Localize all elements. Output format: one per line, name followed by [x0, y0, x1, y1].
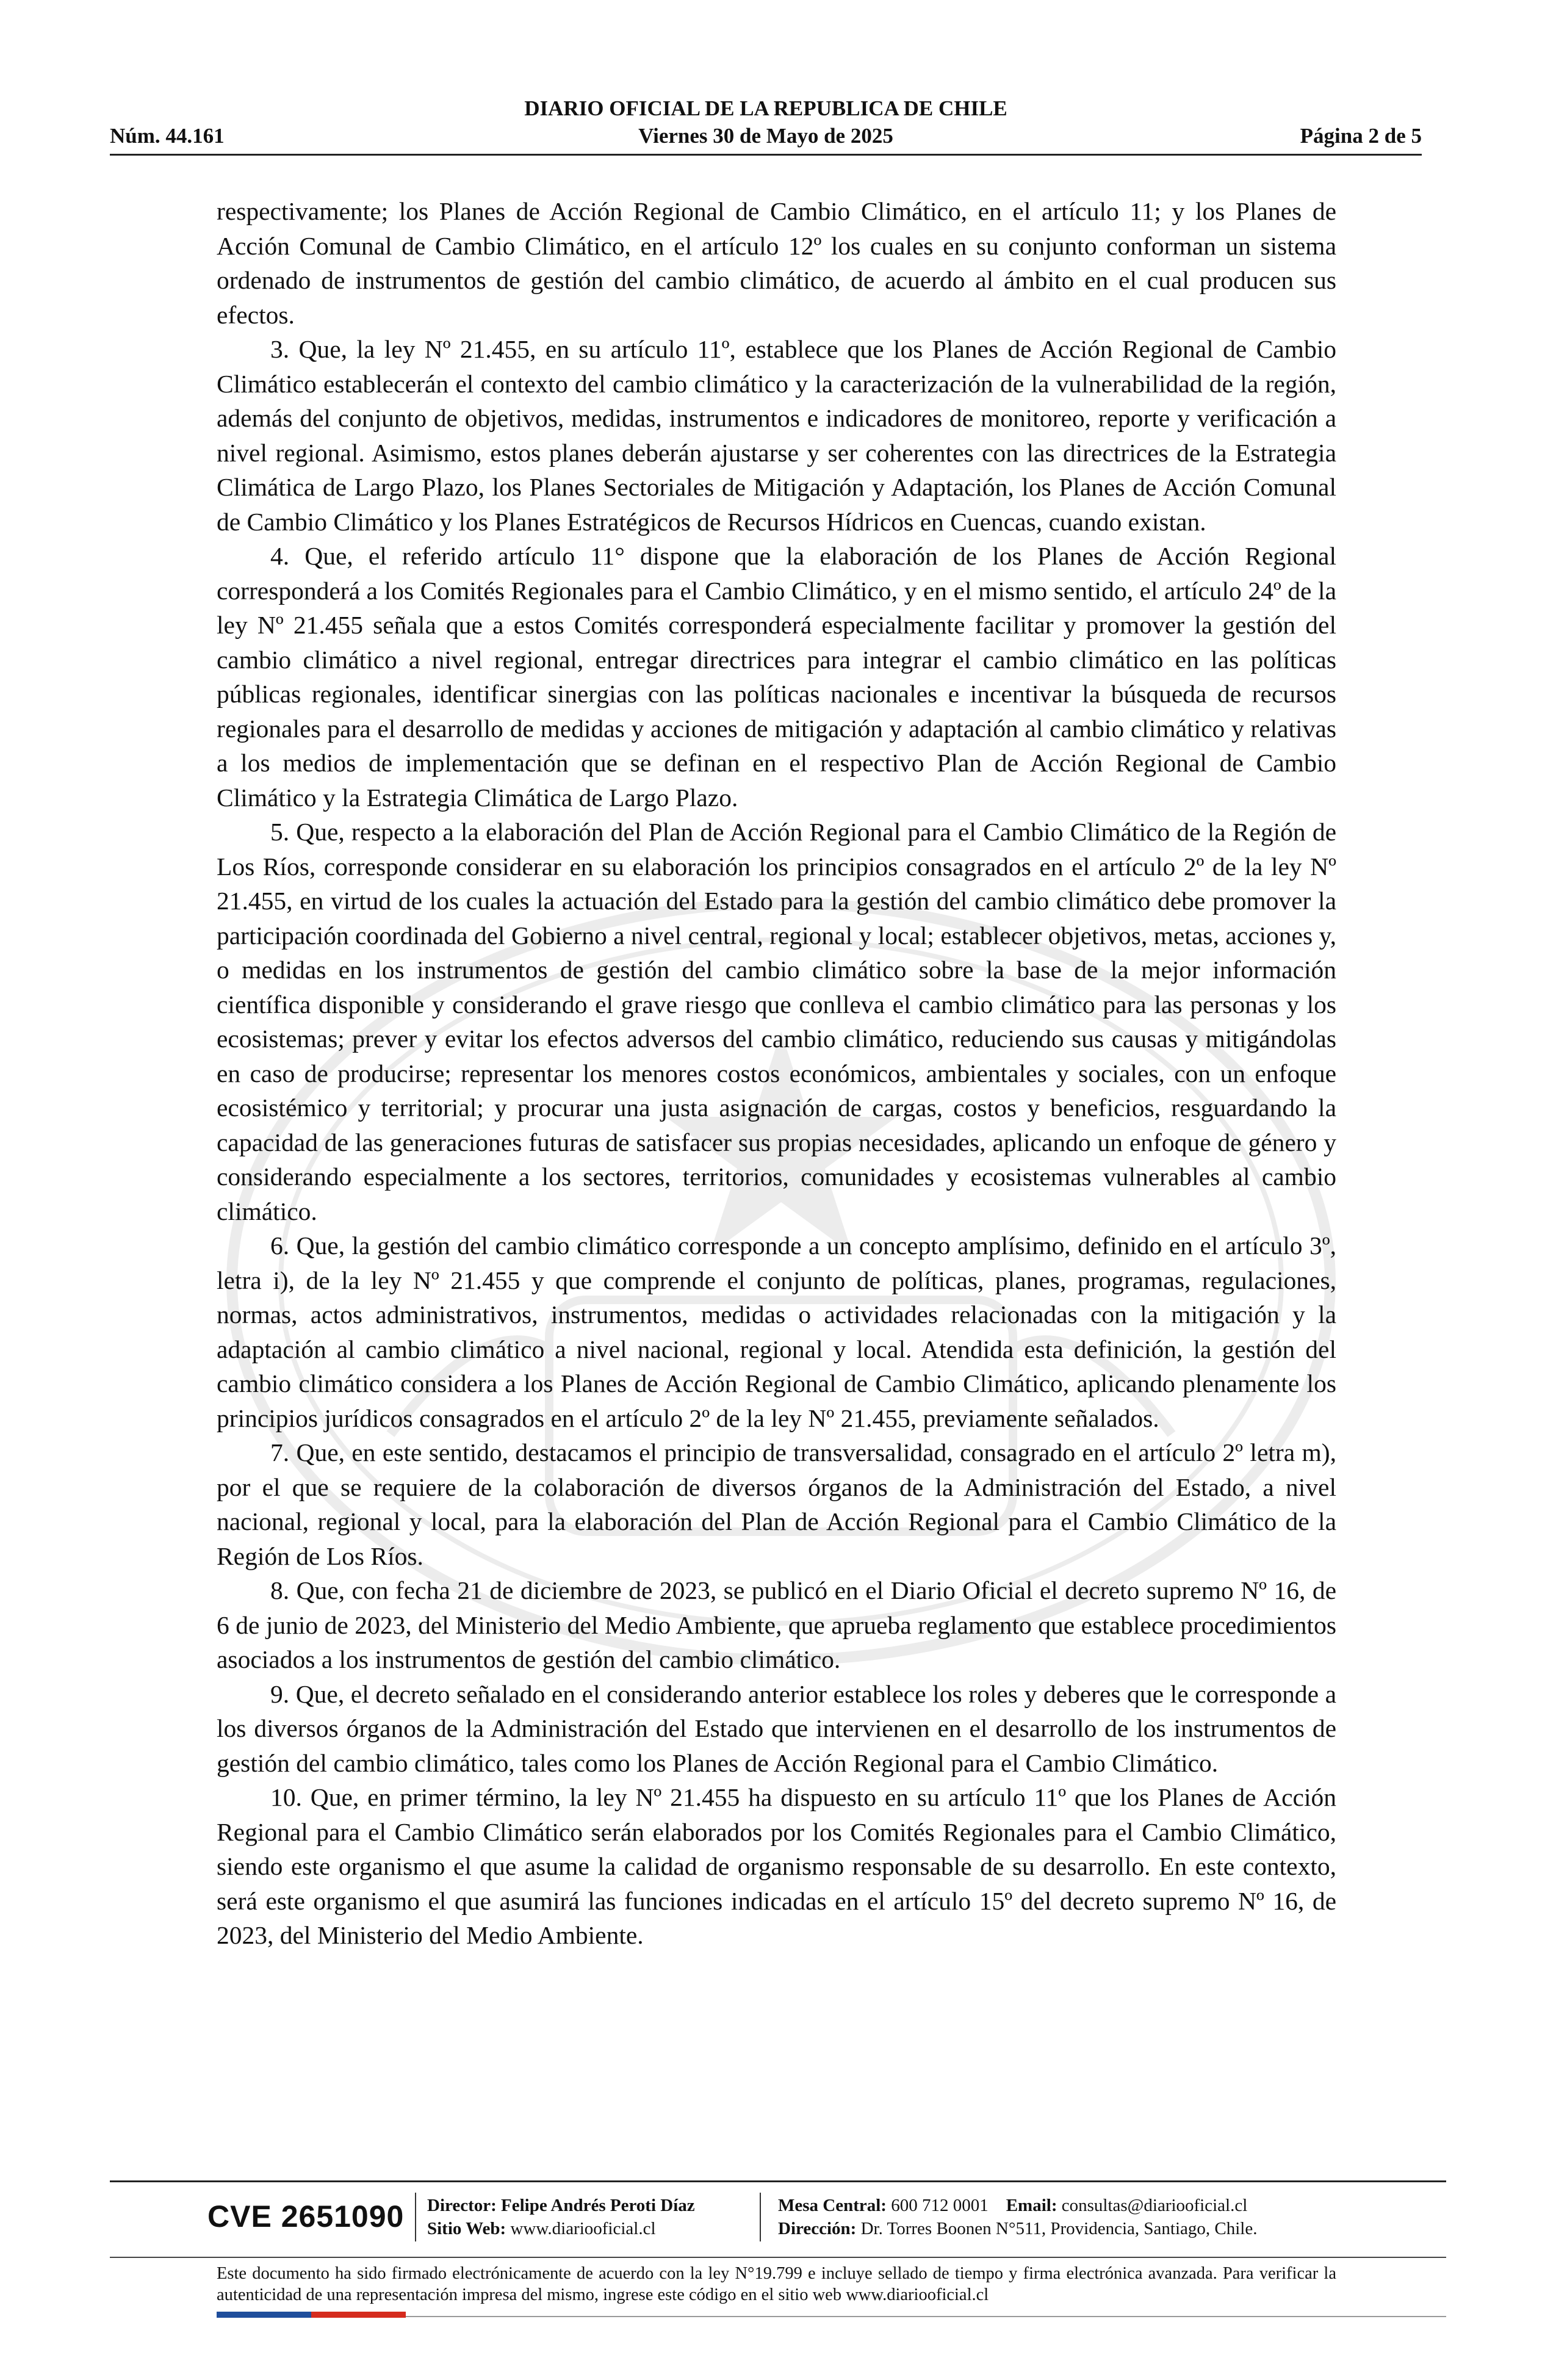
flag-stripe: [217, 2312, 406, 2318]
director-name: Felipe Andrés Peroti Díaz: [501, 2196, 695, 2215]
footer-rule-2: [110, 2257, 1446, 2258]
signature-disclaimer: Este documento ha sido firmado electrónicamente de acuerdo con la ley N°19.799 e incluye sellado de tiempo y firma electrónica avanzada. Para verificar la autenticidad de una representación impresa del mismo, ingrese este código en el sitio web www.diariooficial.cl: [217, 2264, 1336, 2304]
address: Dr. Torres Boonen N°511, Providencia, Santiago, Chile.: [860, 2219, 1258, 2238]
site-link[interactable]: www.diariooficial.cl: [510, 2219, 656, 2238]
flag-blue: [217, 2312, 311, 2318]
page-header: [110, 95, 1422, 153]
paragraph: 4. Que, el referido artículo 11° dispone que la elaboración de los Planes de Acción Regional corresponderá a los Comités Regionales para el Cambio Climático, y en el mismo sentido, el artículo 24º de la ley Nº 21.455 señala que a estos Comités corresponderá especialmente facilitar y promover la gestión del cambio climático a nivel regional, entregar directrices para integrar el cambio climático en las políticas públicas regionales, identificar sinergias con las políticas nacionales e incentivar la búsqueda de recursos regionales para el desarrollo de medidas y acciones de mitigación y adaptación al cambio climático y relativas a los medios de implementación que se definan en el respectivo Plan de Acción Regional de Cambio Climático y la Estrategia Climática de Largo Plazo.: [217, 542, 1336, 812]
header-center: [110, 95, 1422, 150]
newspaper-title: DIARIO OFICIAL DE LA REPUBLICA DE CHILE: [524, 96, 1007, 120]
paragraph: 6. Que, la gestión del cambio climático corresponde a un concepto amplísimo, definido en el artículo 3º, letra i), de la ley Nº 21.455 y que comprende el conjunto de políticas, planes, programas, regulaciones, normas, actos administrativos, instrumentos, medidas o actividades relacionadas con la mitigación y la adaptación al cambio climático a nivel nacional, regional y local. Atendida esta definición, la gestión del cambio climático considera a los Planes de Acción Regional de Cambio Climático, aplicando plenamente los principios jurídicos consagrados en el artículo 2º de la ley Nº 21.455, previamente señalados.: [217, 1231, 1336, 1432]
mesa-phone: 600 712 0001: [891, 2196, 989, 2215]
footer-contact-block: [778, 2194, 1257, 2240]
director-label: Director:: [427, 2196, 497, 2215]
footer-info: [189, 2188, 1349, 2255]
footer-divider: [415, 2193, 416, 2241]
email-label: Email:: [1006, 2196, 1057, 2215]
issue-number: Núm. 44.161: [110, 124, 225, 148]
footer-rule: [110, 2180, 1446, 2182]
header-rule: [110, 154, 1422, 156]
paragraph: 7. Que, en este sentido, destacamos el principio de transversalidad, consagrado en el artículo 2º letra m), por el que se requiere de la colaboración de diversos órganos de la Administración del Estado, a nivel nacional, regional y local, para la elaboración del Plan de Acción Regional para el Cambio Climático de la Región de Los Ríos.: [217, 1438, 1336, 1570]
footer-divider: [760, 2193, 761, 2241]
cve-code: CVE 2651090: [207, 2199, 405, 2234]
flag-red: [311, 2312, 406, 2318]
email-link[interactable]: consultas@diariooficial.cl: [1061, 2196, 1248, 2215]
mesa-label: Mesa Central:: [778, 2196, 887, 2215]
footer-director-block: [427, 2194, 695, 2240]
paragraph: 10. Que, en primer término, la ley Nº 21.455 ha dispuesto en su artículo 11º que los Planes de Acción Regional para el Cambio Climático serán elaborados por los Comités Regionales para el Cambio Climático, siendo este organismo el que asume la calidad de organismo responsable de su desarrollo. En este contexto, será este organismo el que asumirá las funciones indicadas en el artículo 15º del decreto supremo Nº 16, de 2023, del Ministerio del Medio Ambiente.: [217, 1783, 1336, 1949]
paragraph: 8. Que, con fecha 21 de diciembre de 2023, se publicó en el Diario Oficial el decreto supremo Nº 16, de 6 de junio de 2023, del Ministerio del Medio Ambiente, que aprueba reglamento que establece procedimientos asociados a los instrumentos de gestión del cambio climático.: [217, 1576, 1336, 1673]
paragraph: respectivamente; los Planes de Acción Regional de Cambio Climático, en el artículo 11; y los Planes de Acción Comunal de Cambio Climático, en el artículo 12º los cuales en su conjunto conforman un sistema ordenado de instrumentos de gestión del cambio climático, de acuerdo al ámbito en el cual producen sus efectos.: [217, 197, 1336, 329]
document-body: [217, 194, 1336, 1953]
address-label: Dirección:: [778, 2219, 857, 2238]
page-number: Página 2 de 5: [1300, 124, 1422, 148]
flag-line: [406, 2316, 1446, 2317]
paragraph: 9. Que, el decreto señalado en el considerando anterior establece los roles y deberes que le corresponde a los diversos órganos de la Administración del Estado que intervienen en el desarrollo de los instrumentos de gestión del cambio climático, tales como los Planes de Acción Regional para el Cambio Climático.: [217, 1679, 1336, 1777]
site-label: Sitio Web:: [427, 2219, 506, 2238]
issue-date: Viernes 30 de Mayo de 2025: [638, 124, 893, 148]
paragraph: 3. Que, la ley Nº 21.455, en su artículo 11º, establece que los Planes de Acción Regional de Cambio Climático establecerán el contexto del cambio climático y la caracterización de la vulnerabilidad de la región, además del conjunto de objetivos, medidas, instrumentos e indicadores de monitoreo, reporte y verificación a nivel regional. Asimismo, estos planes deberán ajustarse y ser coherentes con las directrices de la Estrategia Climática de Largo Plazo, los Planes Sectoriales de Mitigación y Adaptación, los Planes de Acción Comunal de Cambio Climático y los Planes Estratégicos de Recursos Hídricos en Cuencas, cuando existan.: [217, 335, 1336, 536]
paragraph: 5. Que, respecto a la elaboración del Plan de Acción Regional para el Cambio Climático de la Región de Los Ríos, corresponde considerar en su elaboración los principios consagrados en el artículo 2º de la ley Nº 21.455, en virtud de los cuales la actuación del Estado para la gestión del cambio climático debe promover la participación coordinada del Gobierno a nivel central, regional y local; establecer objetivos, metas, acciones y, o medidas en los instrumentos de gestión del cambio climático sobre la base de la mejor información científica disponible y considerando el grave riesgo que conlleva el cambio climático para las personas y los ecosistemas; prever y evitar los efectos adversos del cambio climático, reduciendo sus causas y mitigándolas en caso de producirse; representar los menores costos económicos, ambientales y sociales, con un enfoque ecosistémico y territorial; y procurar una justa asignación de cargas, costos y beneficios, resguardando la capacidad de las generaciones futuras de satisfacer sus propias necesidades, aplicando un enfoque de género y considerando especialmente a los sectores, territorios, comunidades y ecosistemas vulnerables al cambio climático.: [217, 818, 1336, 1225]
